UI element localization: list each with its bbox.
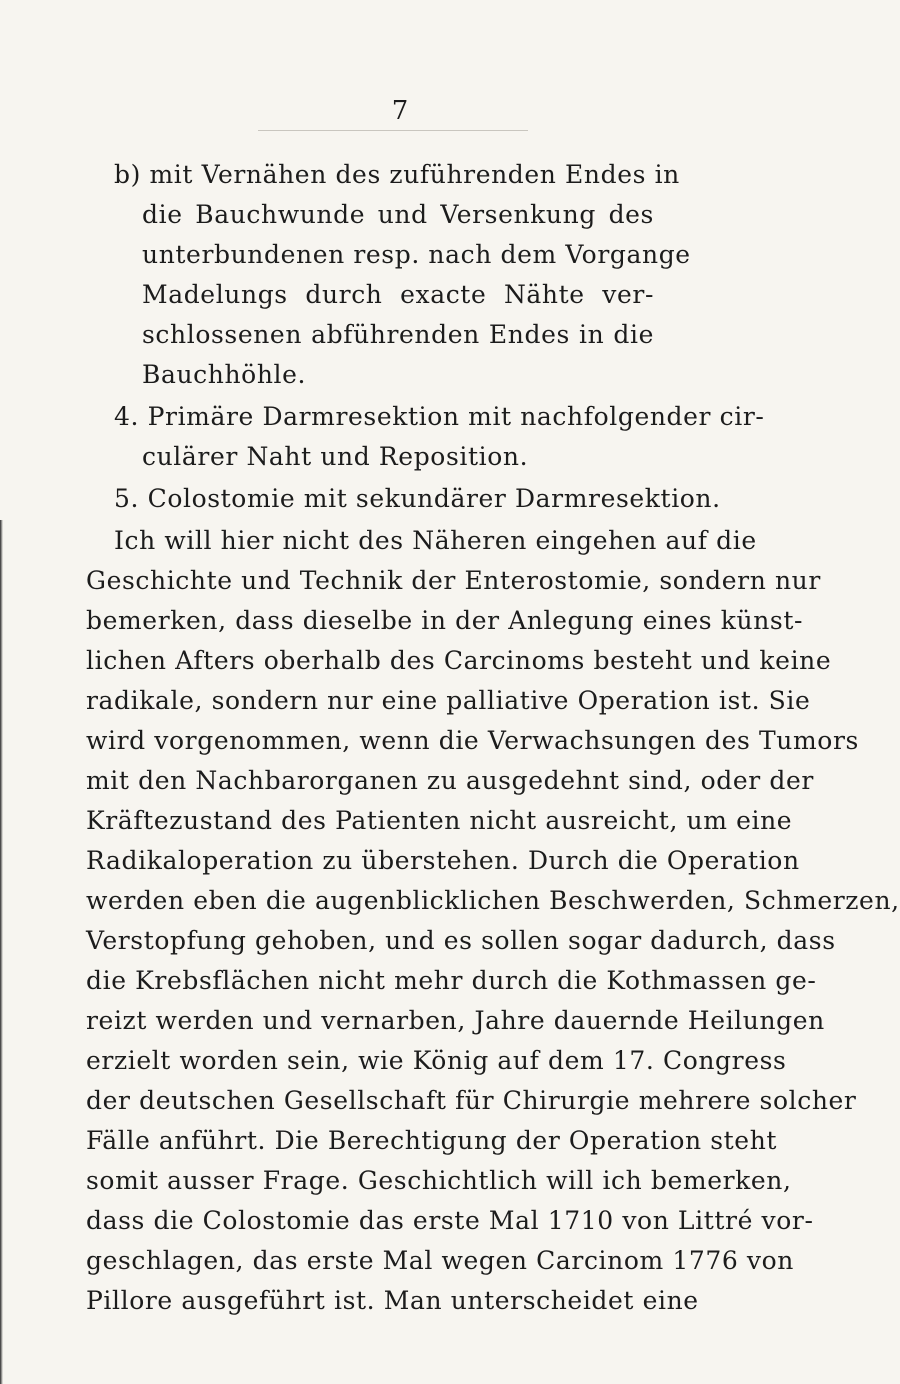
paragraph-line: erzielt worden sein, wie König auf dem 17. Congress [86, 1046, 787, 1075]
text-line: Madelungs durch exacte Nähte ver- [142, 280, 654, 309]
text-line: die Bauchwunde und Versenkung des [142, 200, 654, 229]
paragraph-line: Ich will hier nicht des Näheren eingehen auf die [114, 526, 757, 555]
paragraph-line: reizt werden und vernarben, Jahre dauernde Heilungen [86, 1006, 825, 1035]
paragraph-line: lichen Afters oberhalb des Carcinoms besteht und keine [86, 646, 832, 675]
text-line: culärer Naht und Reposition. [142, 442, 529, 471]
paragraph-line: der deutschen Gesellschaft für Chirurgie mehrere solcher [86, 1086, 857, 1115]
paragraph-line: Geschichte und Technik der Enterostomie, sondern nur [86, 566, 821, 595]
paragraph-line: Radikaloperation zu überstehen. Durch die Operation [86, 846, 800, 875]
paragraph-line: radikale, sondern nur eine palliative Operation ist. Sie [86, 686, 811, 715]
paragraph-line: die Krebsflächen nicht mehr durch die Kothmassen ge- [86, 966, 817, 995]
header-rule [258, 130, 528, 131]
text-line: b) mit Vernähen des zuführenden Endes in [114, 160, 680, 189]
text-line: schlossenen abführenden Endes in die [142, 320, 654, 349]
text-line: 5. Colostomie mit sekundärer Darmresektion. [114, 484, 721, 513]
text-line: unterbundenen resp. nach dem Vorgange [142, 240, 691, 269]
paragraph-line: wird vorgenommen, wenn die Verwachsungen des Tumors [86, 726, 859, 755]
paragraph-line: Verstopfung gehoben, und es sollen sogar dadurch, dass [86, 926, 836, 955]
page-number: 7 [391, 96, 409, 126]
paragraph-line: Pillore ausgeführt ist. Man unterscheidet eine [86, 1286, 699, 1315]
text-line: Bauchhöhle. [142, 360, 307, 389]
page-edge-shadow [0, 520, 3, 1384]
text-line: 4. Primäre Darmresektion mit nachfolgender cir- [114, 402, 765, 431]
paragraph-line: mit den Nachbarorganen zu ausgedehnt sind, oder der [86, 766, 814, 795]
paragraph-line: Fälle anführt. Die Berechtigung der Operation steht [86, 1126, 778, 1155]
paragraph-line: somit ausser Frage. Geschichtlich will ich bemerken, [86, 1166, 792, 1195]
paragraph-line: bemerken, dass dieselbe in der Anlegung eines künst- [86, 606, 804, 635]
paragraph-line: geschlagen, das erste Mal wegen Carcinom 1776 von [86, 1246, 794, 1275]
paragraph-line: werden eben die augenblicklichen Beschwerden, Schmerzen, [86, 886, 900, 915]
paragraph-line: Kräftezustand des Patienten nicht ausreicht, um eine [86, 806, 793, 835]
paragraph-line: dass die Colostomie das erste Mal 1710 von Littré vor- [86, 1206, 814, 1235]
